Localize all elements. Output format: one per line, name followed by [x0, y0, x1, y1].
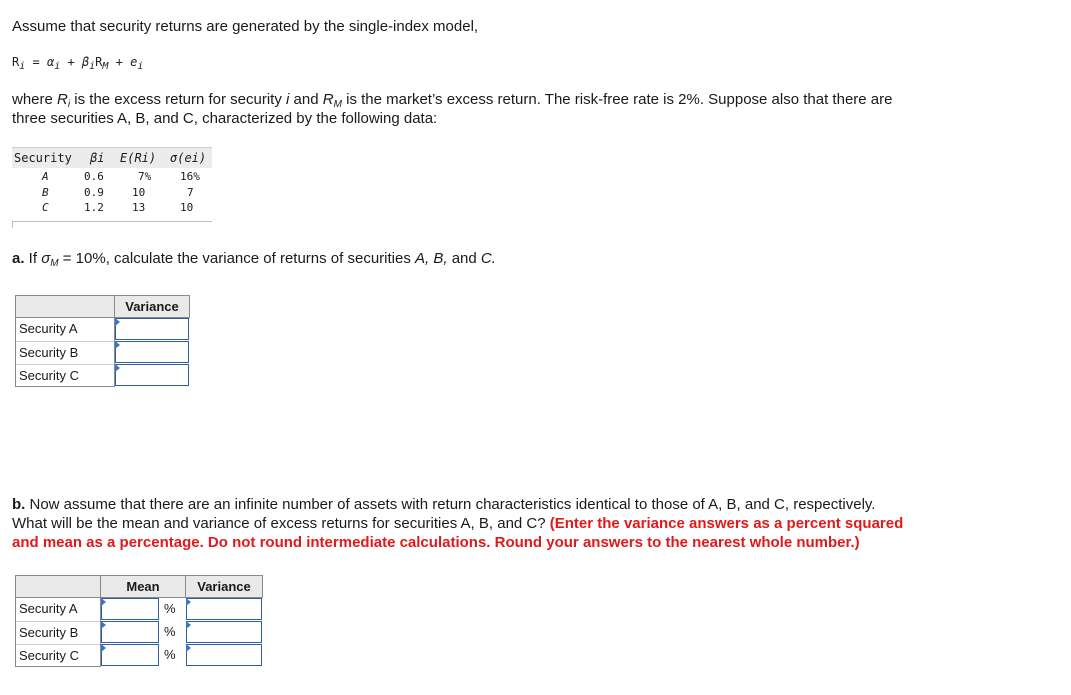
- security-data-table: [12, 147, 212, 228]
- row-label-security-a: Security A: [19, 601, 78, 616]
- variance-input-b[interactable]: [115, 341, 189, 363]
- part-a-row-labels: [15, 317, 115, 387]
- part-b-row-labels: [15, 597, 101, 667]
- table-row: B 0.9 10 7: [42, 185, 194, 199]
- row-label-security-b: Security B: [16, 621, 100, 643]
- variance-input-a[interactable]: [186, 598, 262, 620]
- model-formula: $R_i = \alpha_i + \beta_iR_M + e_i$: [12, 55, 144, 72]
- header-security: Security: [14, 151, 72, 165]
- where-paragraph: where $R_i$ is the excess return for security i and $R_M$ is the market’s excess return. The risk-free rate is 2%. Suppose also that there are three securities A, B, and C, characterized by the following data:: [12, 91, 893, 127]
- table-row: C 1.2 13 10: [42, 201, 194, 214]
- header-beta: βi: [90, 151, 105, 165]
- part-a-variance-header: Variance: [114, 295, 190, 318]
- percent-sign: %: [164, 624, 176, 639]
- part-b-mean-header: Mean: [100, 575, 186, 598]
- mean-input-a[interactable]: [101, 598, 159, 620]
- percent-sign: %: [164, 647, 176, 662]
- intro-line: Assume that security returns are generated by the single-index model,: [12, 18, 479, 35]
- part-a-corner: [15, 295, 115, 318]
- table-bottom-rule: [12, 221, 212, 228]
- part-b-question: b. Now assume that there are an infinite number of assets with return characteristics identical to those of A, B, and C, respectively. What will be the mean and variance of excess returns for securities A, B, and C? (Enter the variance answers as a percent squared and mean as a percentage. Do not round intermediate calculations. Round your answers to the nearest whole number.): [12, 496, 904, 551]
- part-a-question: a. If $\sigma_M = 10\%$, calculate the variance of returns of securities A, B, and C.: [12, 250, 496, 269]
- row-label-security-c: Security C: [16, 644, 100, 666]
- mean-input-b[interactable]: [101, 621, 159, 643]
- part-b-variance-header: Variance: [185, 575, 263, 598]
- percent-sign: %: [164, 601, 176, 616]
- header-sigma-e: σ(ei): [170, 151, 207, 165]
- header-expected-return: E(Ri): [120, 151, 157, 165]
- table-row: A 0.6 7% 16%: [42, 170, 200, 183]
- row-label-security-b: Security B: [16, 341, 114, 363]
- row-label-security-a: Security A: [19, 321, 78, 336]
- row-label-security-c: Security C: [16, 364, 114, 386]
- data-table-header: [12, 147, 212, 168]
- mean-input-c[interactable]: [101, 644, 159, 666]
- part-b-corner: [15, 575, 101, 598]
- variance-input-b[interactable]: [186, 621, 262, 643]
- variance-input-c[interactable]: [115, 364, 189, 386]
- variance-input-a[interactable]: [115, 318, 189, 340]
- variance-input-c[interactable]: [186, 644, 262, 666]
